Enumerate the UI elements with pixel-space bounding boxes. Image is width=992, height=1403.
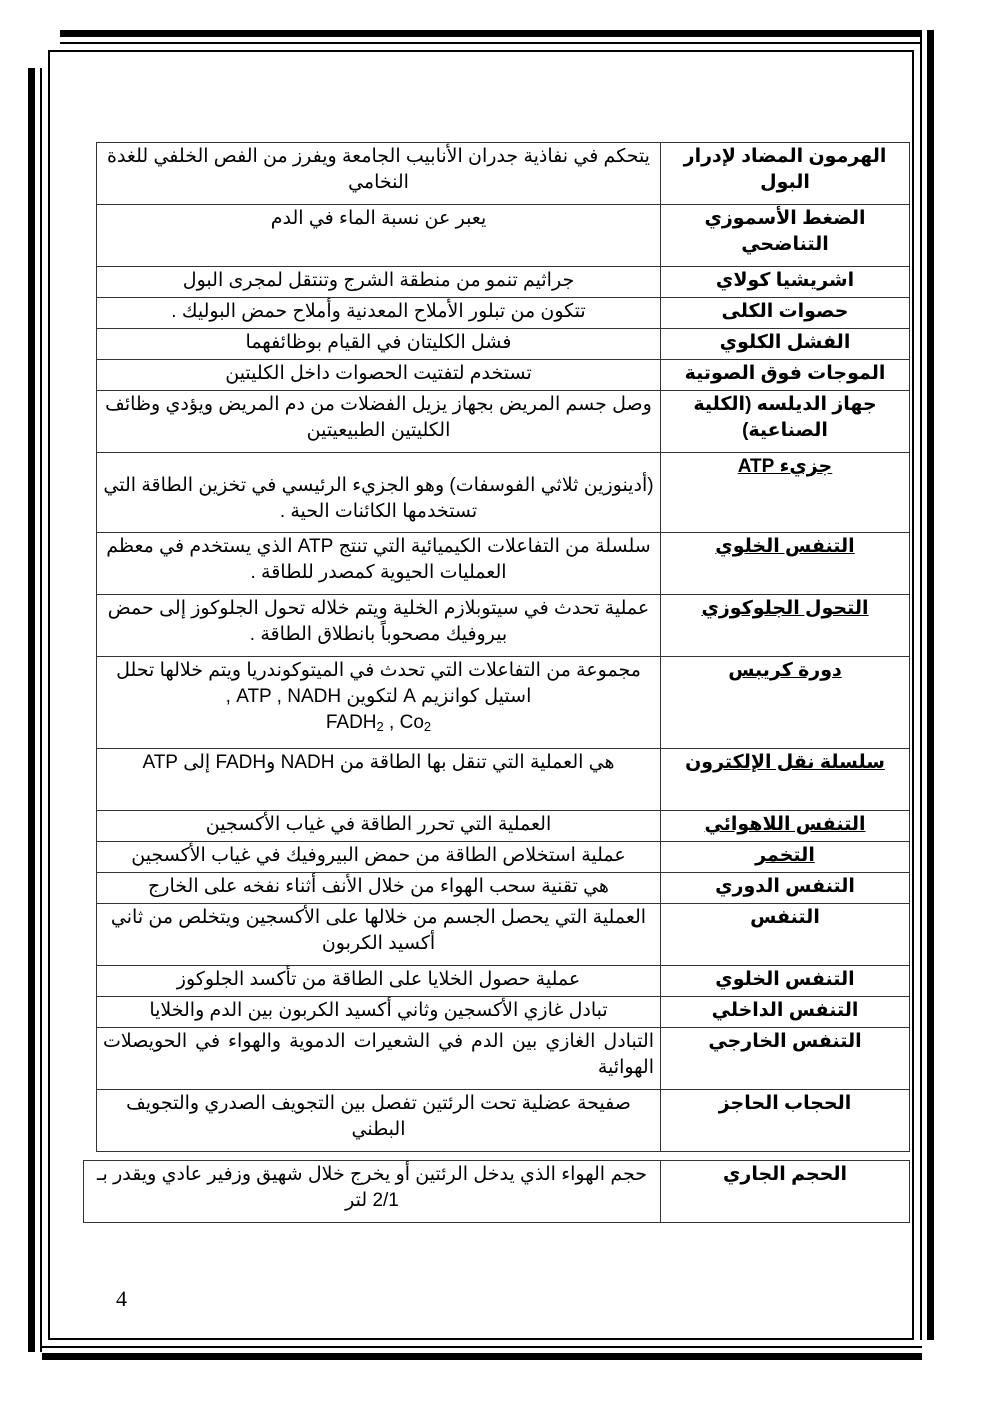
term-text: سلسلة نقل الإلكترون <box>685 752 885 773</box>
table-row <box>97 904 910 966</box>
term-cell: جهاز الديلسه (الكلية الصناعية) <box>661 391 910 453</box>
page-number: 4 <box>116 1286 127 1311</box>
definition-cell: هي تقنية سحب الهواء من خلال الأنف أثناء نفخه على الخارج <box>97 873 661 904</box>
definition-cell: سلسلة من التفاعلات الكيميائية التي تنتج ATP الذي يستخدم في معظم العمليات الحيوية كمصدر للطاقة . <box>97 533 661 595</box>
definition-text: مجموعة من التفاعلات التي تحدث في الميتوكوندريا ويتم خلالها تحلل استيل كوانزيم A لتكوين ATP , NADH , <box>116 660 641 707</box>
term-cell <box>661 811 910 842</box>
table-row <box>97 143 910 205</box>
term-cell <box>661 453 910 533</box>
definition-cell: يتحكم في نفاذية جدران الأنابيب الجامعة ويفرز من الفص الخلفي للغدة النخامي <box>97 143 661 205</box>
term-cell: اشريشيا كولاي <box>661 267 910 298</box>
table-row <box>97 966 910 997</box>
table-row <box>97 873 910 904</box>
definition-cell: تتكون من تبلور الأملاح المعدنية وأملاح حمض البوليك . <box>97 298 661 329</box>
term-text: التحول الجلوكوزي <box>701 598 869 619</box>
table-row <box>97 267 910 298</box>
term-cell: حصوات الكلى <box>661 298 910 329</box>
table-row <box>97 205 910 267</box>
term-cell: التنفس الخلوي <box>661 966 910 997</box>
table-row <box>97 595 910 657</box>
definition-cell: التبادل الغازي بين الدم في الشعيرات الدموية والهواء في الحويصلات الهوائية <box>97 1028 661 1090</box>
term-cell: التنفس الخارجي <box>661 1028 910 1090</box>
term-cell: التنفس <box>661 904 910 966</box>
definition-cell <box>97 453 661 533</box>
term-cell: التنفس الداخلي <box>661 997 910 1028</box>
frame-left-border <box>28 68 42 1352</box>
term-cell <box>661 657 910 749</box>
term-cell: التنفس الدوري <box>661 873 910 904</box>
frame-top-border <box>60 30 922 44</box>
table-row <box>97 298 910 329</box>
term-text: جزيء ATP <box>737 456 833 477</box>
term-cell: الحجم الجاري <box>661 1161 910 1223</box>
definition-cell: العملية التي يحصل الجسم من خلالها على الأكسجين ويتخلص من ثاني أكسيد الكربون <box>97 904 661 966</box>
definition-cell: تستخدم لتفتيت الحصوات داخل الكليتين <box>97 360 661 391</box>
term-text: التنفس اللاهوائي <box>704 814 866 835</box>
definition-cell: عملية تحدث في سيتوبلازم الخلية ويتم خلاله تحول الجلوكوز إلى حمض بيروفيك مصحوباً بانطلاق الطاقة . <box>97 595 661 657</box>
definition-cell: يعبر عن نسبة الماء في الدم <box>97 205 661 267</box>
table-row <box>97 1028 910 1090</box>
table-row <box>97 657 910 749</box>
term-cell: الموجات فوق الصوتية <box>661 360 910 391</box>
definition-cell: صفيحة عضلية تحت الرئتين تفصل بين التجويف الصدري والتجويف البطني <box>97 1090 661 1152</box>
table-row <box>97 391 910 453</box>
definition-cell: جراثيم تنمو من منطقة الشرج وتنتقل لمجرى البول <box>97 267 661 298</box>
term-text: التنفس الخلوي <box>715 536 855 557</box>
term-cell: الفشل الكلوي <box>661 329 910 360</box>
definition-cell: تبادل غازي الأكسجين وثاني أكسيد الكربون بين الدم والخلايا <box>97 997 661 1028</box>
definition-cell: وصل جسم المريض بجهاز يزيل الفضلات من دم المريض ويؤدي وظائف الكليتين الطبيعيتين <box>97 391 661 453</box>
definition-cell: حجم الهواء الذي يدخل الرئتين أو يخرج خلال شهيق وزفير عادي ويقدر بـ 2/1 لتر <box>84 1161 661 1223</box>
frame-bottom-border <box>42 1346 922 1360</box>
table-row <box>97 329 910 360</box>
definition-text: (أدينوزين ثلاثي الفوسفات) وهو الجزيء الرئيسي في تخزين الطاقة التي تستخدمها الكائنات الحية . <box>103 475 654 522</box>
table-row <box>97 811 910 842</box>
definition-cell: فشل الكليتان في القيام بوظائفهما <box>97 329 661 360</box>
definition-cell: العملية التي تحرر الطاقة في غياب الأكسجين <box>97 811 661 842</box>
table-row <box>97 533 910 595</box>
term-text: دورة كريبس <box>728 660 842 681</box>
term-text: التخمر <box>755 845 815 866</box>
definition-cell: هي العملية التي تنقل بها الطاقة من NADH وFADH إلى ATP <box>97 749 661 811</box>
term-cell <box>661 842 910 873</box>
table-row <box>97 842 910 873</box>
term-cell <box>661 595 910 657</box>
table-row <box>97 1090 910 1152</box>
table-row <box>97 997 910 1028</box>
term-cell: الضغط الأسموزي التناضحي <box>661 205 910 267</box>
definition-cell: عملية حصول الخلايا على الطاقة من تأكسد الجلوكوز <box>97 966 661 997</box>
glossary-table <box>96 142 910 1152</box>
term-cell: الحجاب الحاجز <box>661 1090 910 1152</box>
term-cell <box>661 533 910 595</box>
table-row <box>97 360 910 391</box>
glossary-table-last-row <box>83 1160 910 1223</box>
term-cell <box>661 749 910 811</box>
table-row <box>97 453 910 533</box>
definition-cell <box>97 657 661 749</box>
frame-right-border <box>920 30 934 1340</box>
term-cell: الهرمون المضاد لإدرار البول <box>661 143 910 205</box>
definition-cell: عملية استخلاص الطاقة من حمض البيروفيك في غياب الأكسجين <box>97 842 661 873</box>
table-row <box>97 749 910 811</box>
table-row <box>84 1161 910 1223</box>
definition-formula: $FADH_2$ , $Co_2$ <box>325 712 432 734</box>
